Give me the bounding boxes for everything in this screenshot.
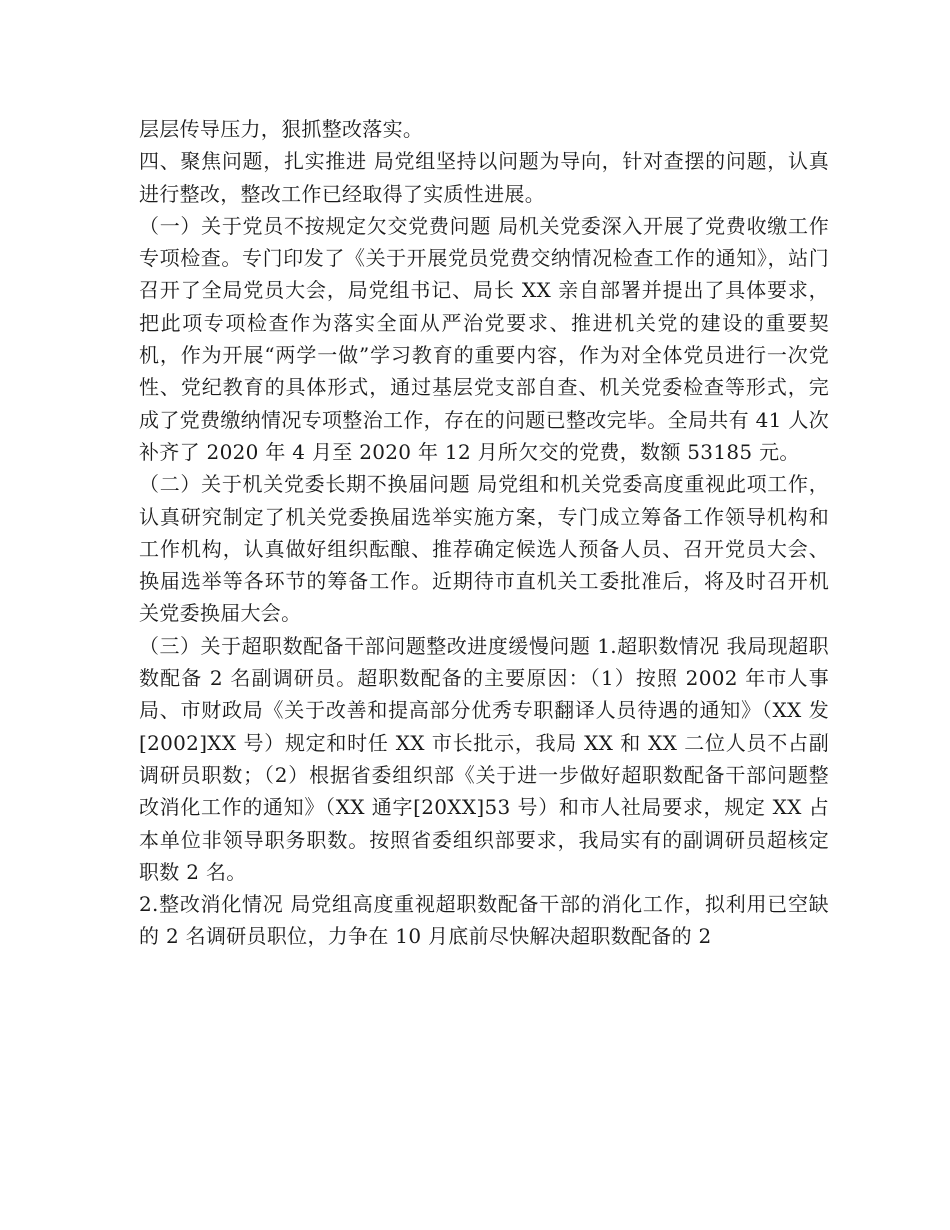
paragraph-item-two-election: （二）关于机关党委长期不换届问题 局党组和机关党委高度重视此项工作，认真研究制定了机关党委换届选举实施方案，专门成立筹备工作领导机构和工作机构，认真做好组织酝酿、推荐确定候选人预备人员、召开党员大会、换届选举等各环节的筹备工作。近期待市直机关工委批准后，将及时召开机关党委换届大会。 [139, 472, 829, 626]
paragraph-section-four: 四、聚焦问题，扎实推进 局党组坚持以问题为导向，针对查摆的问题，认真进行整改，整改工作已经取得了实质性进展。 [139, 149, 829, 206]
document-body [139, 113, 829, 953]
paragraph-continuation: 层层传导压力，狠抓整改落实。 [139, 117, 424, 141]
paragraph-item-three-staffing: （三）关于超职数配备干部问题整改进度缓慢问题 1.超职数情况 我局现超职数配备 2 名副调研员。超职数配备的主要原因：（1）按照 2002 年市人事局、市财政局《关于改善和提高部分优秀专职翻译人员待遇的通知》（XX 发[2002]XX 号）规定和时任 XX 市长批示，我局 XX 和 XX 二位人员不占副调研员职数；（2）根据省委组织部《关于进一步做好超职数配备干部问题整改消化工作的通知》（XX 通字[20XX]53 号）和市人社局要求，规定 XX 占本单位非领导职务职数。按照省委组织部要求，我局实有的副调研员超核定职数 2 名。 [139, 633, 829, 884]
paragraph-item-one-party-fees: （一）关于党员不按规定欠交党费问题 局机关党委深入开展了党费收缴工作专项检查。专门印发了《关于开展党员党费交纳情况检查工作的通知》，站门召开了全局党员大会，局党组书记、局长 XX 亲自部署并提出了具体要求，把此项专项检查作为落实全面从严治党要求、推进机关党的建设的重要契机，作为开展“两学一做”学习教育的重要内容，作为对全体党员进行一次党性、党纪教育的具体形式，通过基层党支部自查、机关党委检查等形式，完成了党费缴纳情况专项整治工作，存在的问题已整改完毕。全局共有 41 人次补齐了 2020 年 4 月至 2020 年 12 月所欠交的党费，数额 53185 元。 [139, 213, 829, 464]
paragraph-rectification-status: 2.整改消化情况 局党组高度重视超职数配备干部的消化工作，拟利用已空缺的 2 名调研员职位，力争在 10 月底前尽快解决超职数配备的 2 [139, 892, 829, 949]
